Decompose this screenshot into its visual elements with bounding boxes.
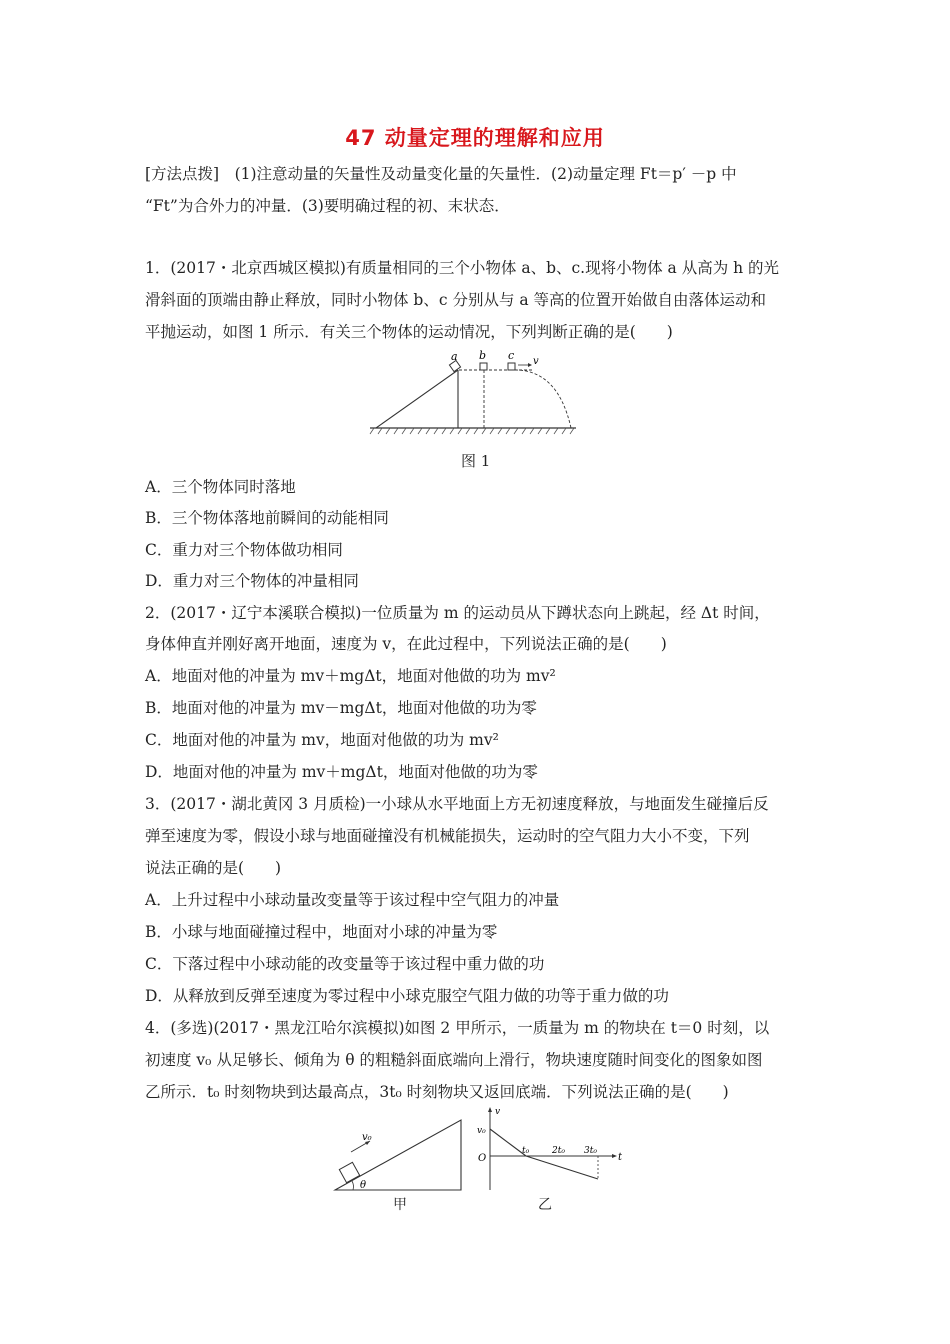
- incline-slope: [376, 370, 458, 428]
- q3-option-d: D．从释放到反弹至速度为零过程中小球克服空气阻力做的功等于重力做的功: [145, 987, 669, 1005]
- incline-triangle: [335, 1120, 461, 1190]
- question-4-text: 4．(多选)(2017・黑龙江哈尔滨模拟)如图 2 甲所示，一质量为 m 的物块在 t＝0 时刻，以: [145, 1019, 770, 1037]
- label-origin: O: [478, 1153, 487, 1164]
- question-4-text: 乙所示．t₀ 时刻物块到达最高点，3t₀ 时刻物块又返回底端．下列说法正确的是( ): [145, 1083, 729, 1101]
- page-title: 47 动量定理的理解和应用: [345, 126, 605, 150]
- q1-option-d: D．重力对三个物体的冲量相同: [145, 572, 359, 590]
- question-3-text: 弹至速度为零，假设小球与地面碰撞没有机械能损失，运动时的空气阻力大小不变，下列: [145, 827, 750, 845]
- q2-option-a: A．地面对他的冲量为 mv＋mgΔt，地面对他做的功为 mv²: [145, 667, 556, 685]
- q2-option-c: C．地面对他的冲量为 mv，地面对他做的功为 mv²: [145, 731, 499, 749]
- label-theta: θ: [360, 1180, 367, 1191]
- q3-option-c: C．下落过程中小球动能的改变量等于该过程中重力做的功: [145, 955, 545, 973]
- q3-option-b: B．小球与地面碰撞过程中，地面对小球的冲量为零: [145, 923, 498, 941]
- velocity-arrowhead: [528, 363, 532, 367]
- t-axis-arrowhead: [612, 1154, 617, 1158]
- projectile-path: [515, 370, 571, 428]
- q1-option-c: C．重力对三个物体做功相同: [145, 541, 343, 559]
- question-2-text: 身体伸直并刚好离开地面，速度为 v，在此过程中，下列说法正确的是( ): [145, 635, 667, 653]
- figure-2-vt-graph: [474, 1106, 634, 1192]
- ground-hatching: [370, 428, 574, 434]
- q2-option-d: D．地面对他的冲量为 mv＋mgΔt，地面对他做的功为零: [145, 763, 538, 781]
- block-c: [508, 363, 515, 370]
- angle-arc: [352, 1181, 353, 1190]
- label-b: b: [479, 349, 487, 362]
- label-t0: t₀: [522, 1146, 530, 1156]
- graph-line-up: [490, 1129, 526, 1156]
- figure-2-incline: [333, 1110, 465, 1192]
- question-3-text: 3．(2017・湖北黄冈 3 月质检)一小球从水平地面上方无初速度释放，与地面发生碰撞后反: [145, 795, 769, 813]
- label-t: t: [618, 1152, 623, 1163]
- figure-1-diagram: [368, 348, 578, 438]
- v-axis-arrowhead: [488, 1107, 492, 1112]
- method-tip-line: [方法点拨] (1)注意动量的矢量性及动量变化量的矢量性．(2)动量定理 Ft＝p′ －p 中: [145, 165, 737, 183]
- question-3-text: 说法正确的是( ): [145, 859, 282, 877]
- method-tip-line: “Ft”为合外力的冲量．(3)要明确过程的初、末状态．: [145, 197, 510, 215]
- question-1-text: 1．(2017・北京西城区模拟)有质量相同的三个小物体 a、b、c.现将小物体 a 从高为 h 的光: [145, 259, 780, 277]
- label-v: v: [495, 1107, 501, 1117]
- figure-1-caption: 图 1: [461, 452, 491, 470]
- figure-2-left-caption: 甲: [393, 1197, 407, 1213]
- q1-option-b: B．三个物体落地前瞬间的动能相同: [145, 509, 389, 527]
- block-b: [480, 363, 487, 370]
- label-c: c: [508, 349, 515, 362]
- question-2-text: 2．(2017・辽宁本溪联合模拟)一位质量为 m 的运动员从下蹲状态向上跳起，经 Δt 时间，: [145, 604, 770, 622]
- label-3t0: 3t₀: [584, 1146, 597, 1156]
- q3-option-a: A．上升过程中小球动量改变量等于该过程中空气阻力的冲量: [145, 891, 560, 909]
- label-v: v: [533, 356, 539, 367]
- q2-option-b: B．地面对他的冲量为 mv－mgΔt，地面对他做的功为零: [145, 699, 537, 717]
- block: [339, 1162, 359, 1182]
- question-4-text: 初速度 v₀ 从足够长、倾角为 θ 的粗糙斜面底端向上滑行，物块速度随时间变化的图象如图: [145, 1051, 763, 1069]
- label-v0: v₀: [477, 1126, 486, 1136]
- question-1-text: 滑斜面的顶端由静止释放，同时小物体 b、c 分别从与 a 等高的位置开始做自由落体运动和: [145, 291, 767, 309]
- question-1-text: 平抛运动，如图 1 所示．有关三个物体的运动情况，下列判断正确的是( ): [145, 323, 673, 341]
- label-2t0: 2t₀: [552, 1146, 565, 1156]
- label-a: a: [451, 350, 458, 363]
- label-v0: v₀: [362, 1132, 372, 1143]
- figure-2-right-caption: 乙: [538, 1197, 552, 1213]
- graph-line-down: [526, 1156, 598, 1179]
- q1-option-a: A．三个物体同时落地: [145, 478, 296, 496]
